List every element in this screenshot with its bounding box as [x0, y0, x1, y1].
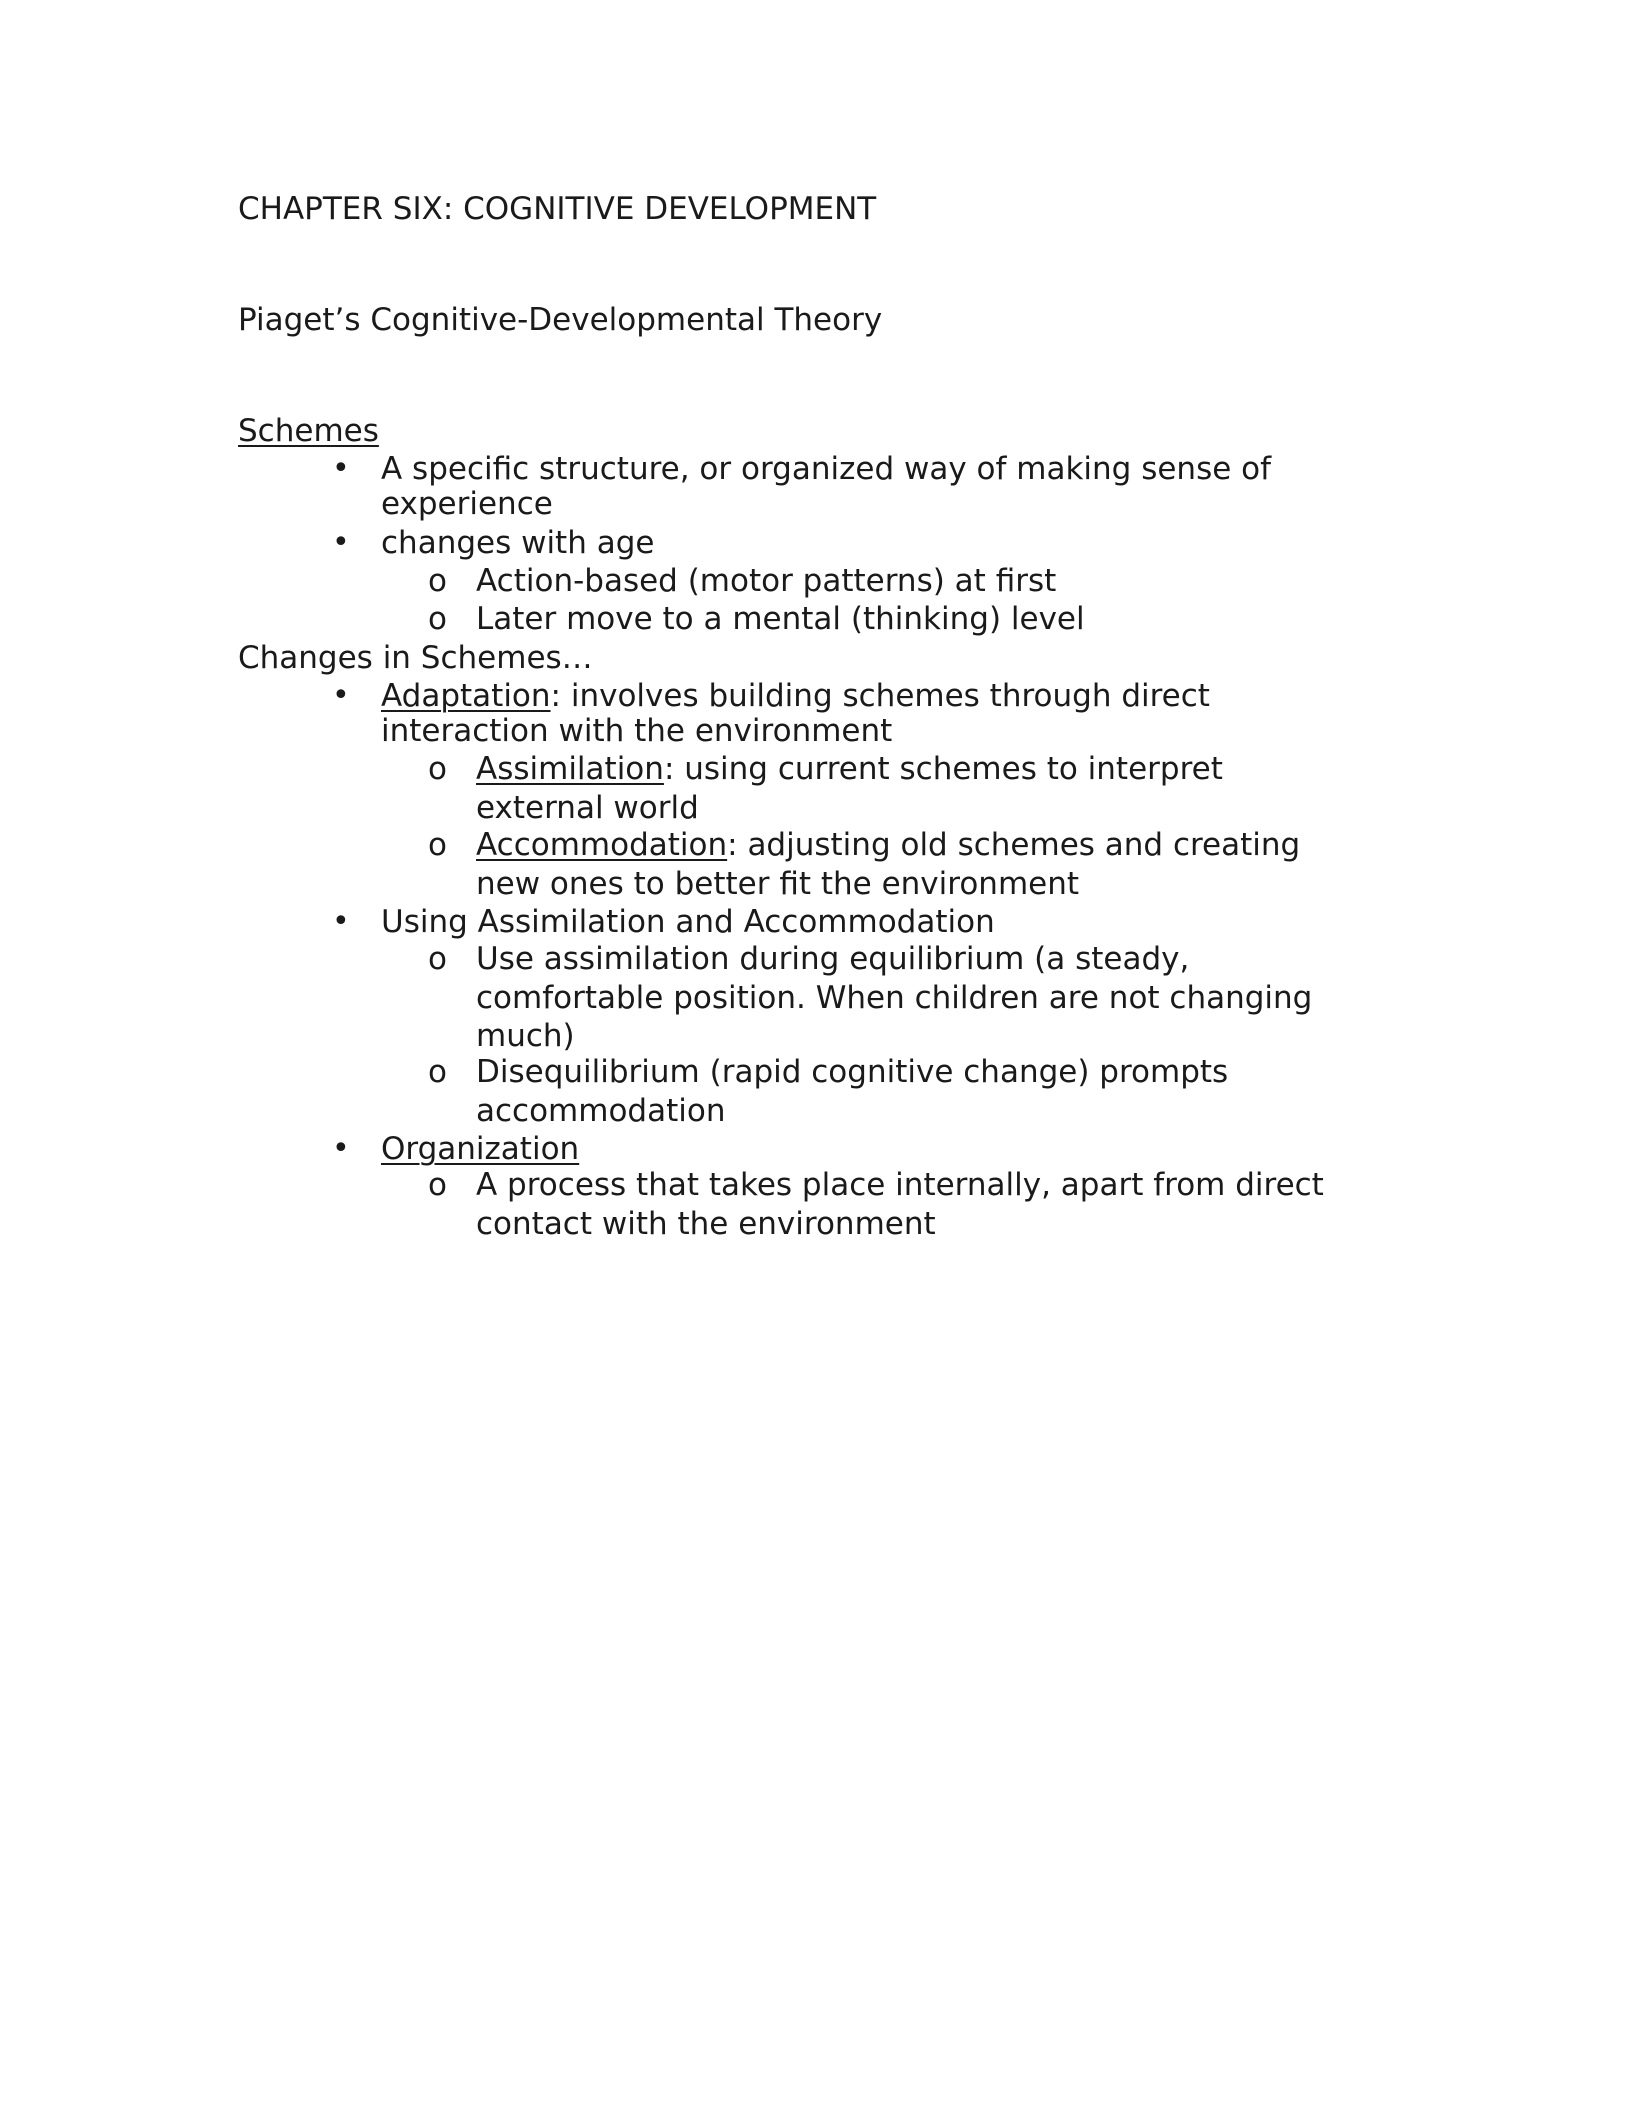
organization-sub1-line2: contact with the environment [476, 1206, 936, 1242]
using-sub1-line2: comfortable position. When children are not changing [476, 980, 1313, 1016]
schemes-item2-sub2: Later move to a mental (thinking) level [476, 601, 1085, 637]
adaptation-term: Adaptation [381, 678, 551, 714]
sub-bullet-icon: o [428, 601, 447, 637]
accommodation-term: Accommodation [476, 827, 728, 863]
assimilation-term: Assimilation [476, 751, 664, 787]
assimilation-definition: : using current schemes to interpret [663, 751, 1223, 787]
organization-sub1-line1: A process that takes place internally, apart from direct [476, 1167, 1324, 1203]
bullet-icon: • [332, 525, 350, 560]
adaptation-definition: : involves building schemes through direct [550, 678, 1210, 714]
organization-term: Organization [381, 1131, 580, 1167]
accommodation-line2: new ones to better fit the environment [476, 866, 1080, 902]
schemes-item1-line1: A specific structure, or organized way of making sense of [381, 451, 1272, 487]
schemes-item2-sub1: Action-based (motor patterns) at first [476, 563, 1057, 599]
using-sub1-line3: much) [476, 1018, 575, 1054]
chapter-title: CHAPTER SIX: COGNITIVE DEVELOPMENT [238, 191, 877, 227]
bullet-icon: • [332, 1131, 350, 1166]
schemes-item1-line2: experience [381, 486, 553, 522]
accommodation-definition: : adjusting old schemes and creating [727, 827, 1301, 863]
schemes-item2: changes with age [381, 525, 655, 561]
adaptation-line1 [381, 677, 1210, 715]
accommodation-line1 [476, 826, 1300, 864]
sub-bullet-icon: o [428, 827, 447, 863]
sub-bullet-icon: o [428, 941, 447, 977]
sub-bullet-icon: o [428, 1167, 447, 1203]
adaptation-line2: interaction with the environment [381, 713, 893, 749]
changes-heading: Changes in Schemes… [238, 640, 593, 676]
using-sub2-line2: accommodation [476, 1093, 726, 1129]
using-sub2-line1: Disequilibrium (rapid cognitive change) prompts [476, 1054, 1229, 1090]
bullet-icon: • [332, 678, 350, 713]
bullet-icon: • [332, 904, 350, 939]
schemes-heading: Schemes [238, 413, 379, 449]
assimilation-line2: external world [476, 790, 699, 826]
section-title: Piaget’s Cognitive-Developmental Theory [238, 302, 883, 338]
assimilation-line1 [476, 750, 1223, 788]
using-sub1-line1: Use assimilation during equilibrium (a steady, [476, 941, 1190, 977]
sub-bullet-icon: o [428, 751, 447, 787]
using-item: Using Assimilation and Accommodation [381, 904, 995, 940]
bullet-icon: • [332, 451, 350, 486]
sub-bullet-icon: o [428, 1054, 447, 1090]
sub-bullet-icon: o [428, 563, 447, 599]
